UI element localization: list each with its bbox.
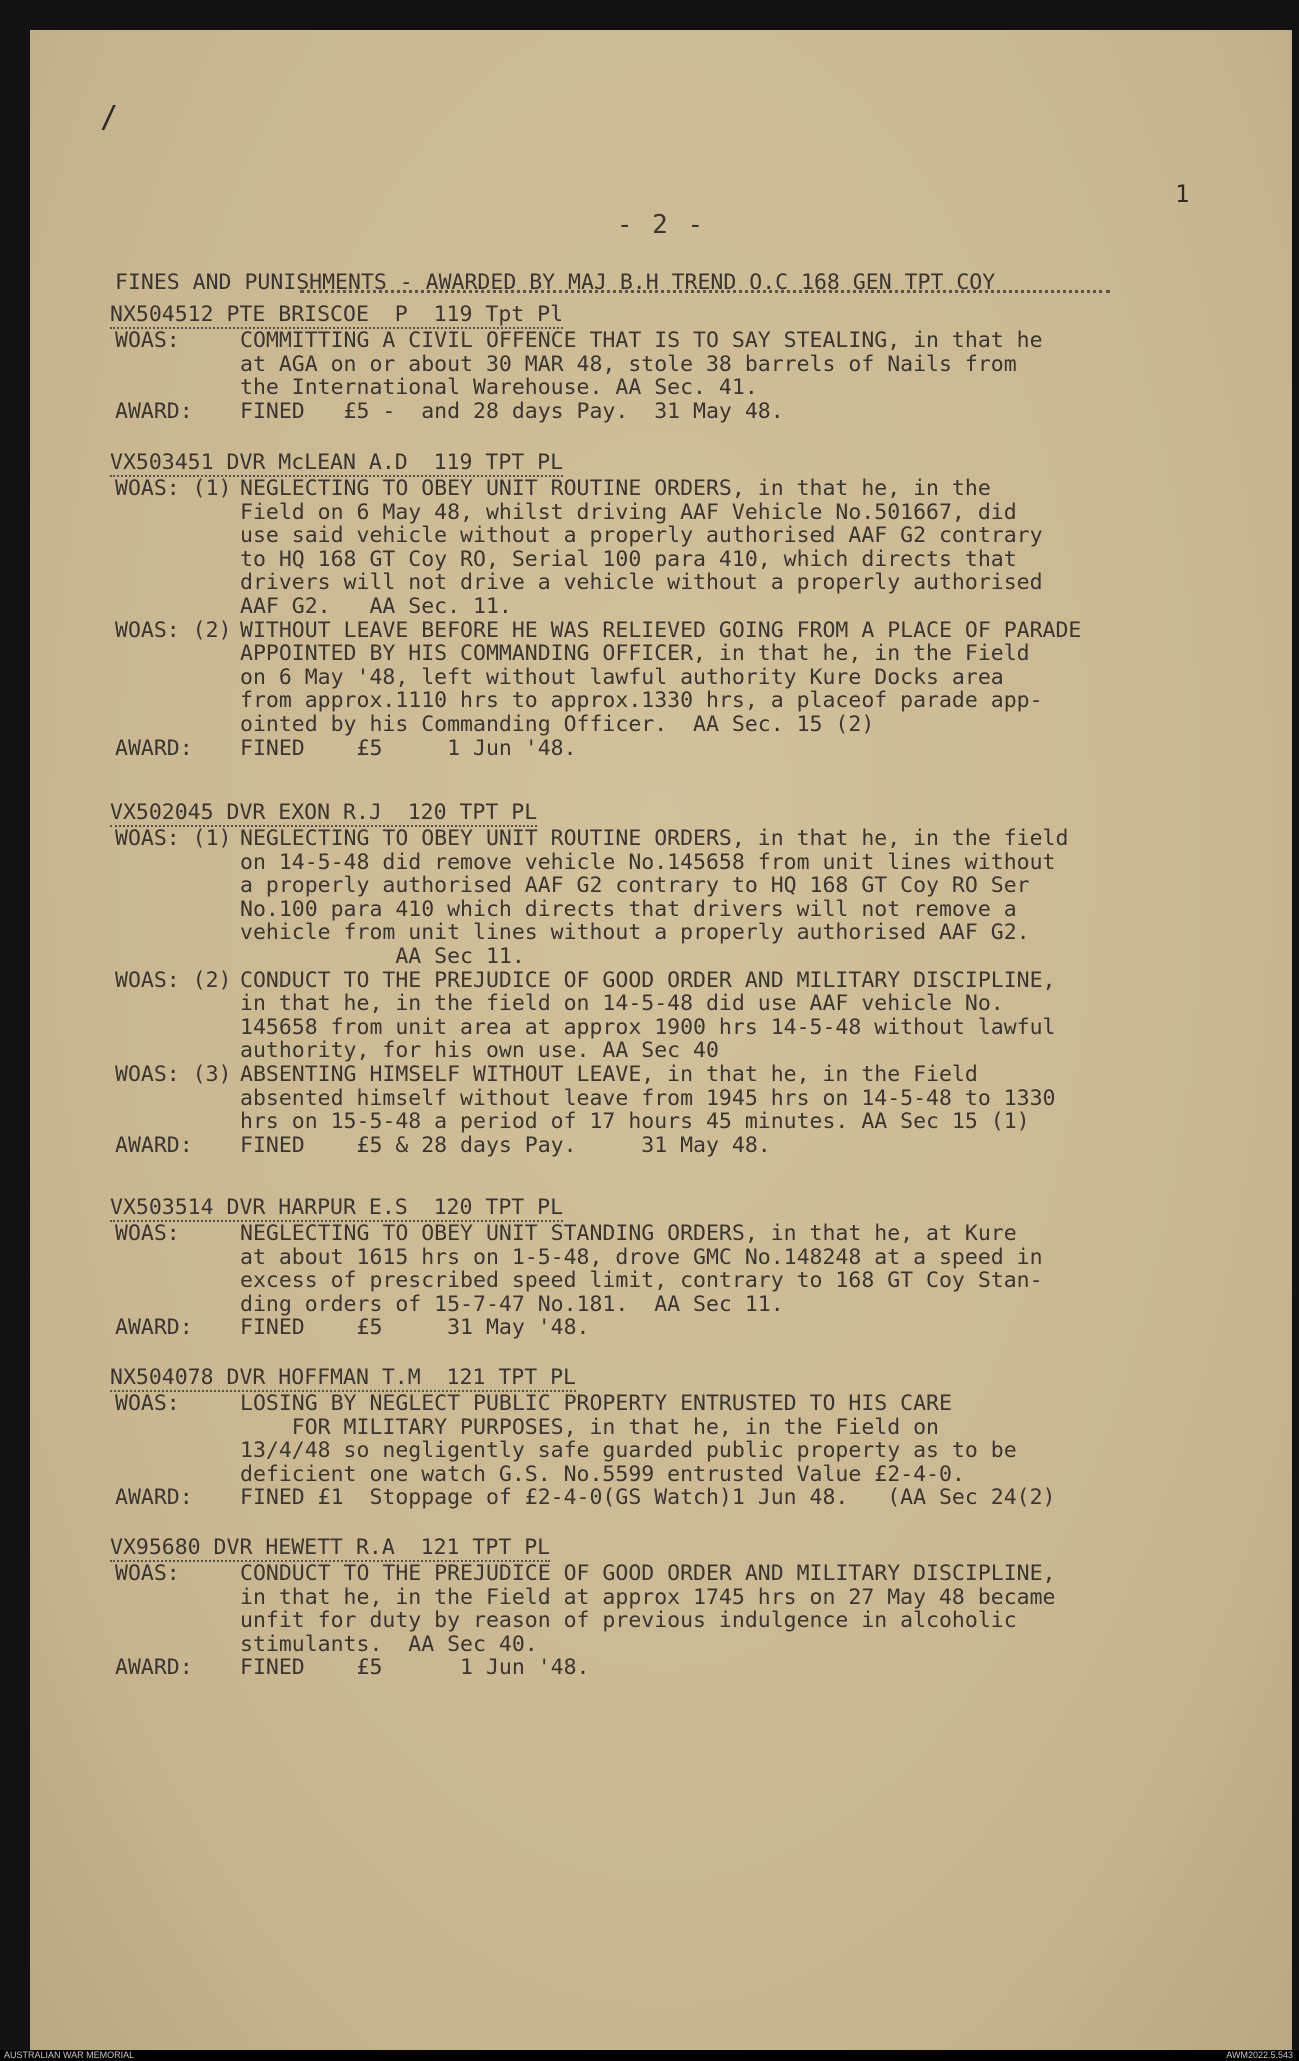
entry-line-label: AWARD: (115, 1132, 193, 1158)
entry-line-text: LOSING BY NEGLECT PUBLIC PROPERTY ENTRUSTED TO HIS CARE (240, 1391, 952, 1416)
entry-line-text: unfit for duty by reason of previous indulgence in alcoholic (240, 1608, 1017, 1634)
entry-line-label: WOAS: (115, 1391, 180, 1416)
entry-line (115, 875, 1030, 897)
entry-line (115, 1223, 1017, 1245)
entry-line-text: deficient one watch G.S. No.5599 entrusted Value £2-4-0. (240, 1461, 965, 1487)
entry-line (115, 1657, 590, 1679)
entry-line-text: 13/4/48 so negligently safe guarded public property as to be (240, 1438, 1017, 1464)
entry-line-label: WOAS: (1) (115, 826, 232, 851)
entry-line-label: AWARD: (115, 1315, 193, 1341)
entry-line (115, 1040, 719, 1062)
entry-line (115, 1014, 1056, 1040)
entry-line (115, 596, 512, 618)
entry-line-text: FINED £5 - and 28 days Pay. 31 May 48. (240, 398, 784, 424)
entry-line (115, 690, 1043, 712)
entry-header (110, 1535, 550, 1560)
entry-line (115, 398, 784, 424)
entry-line-text: CONDUCT TO THE PREJUDICE OF GOOD ORDER AND MILITARY DISCIPLINE, (240, 1561, 1056, 1586)
entry-line-text: absented himself without leave from 1945 hrs on 14-5-48 to 1330 (240, 1085, 1056, 1111)
entry-line (115, 1487, 1055, 1509)
entry-line (115, 828, 1068, 850)
entry-line-text: FINED £5 31 May '48. (240, 1315, 590, 1341)
entry-header-text: NX504512 PTE BRISCOE P 119 Tpt Pl (110, 302, 564, 327)
entry-line-text: FOR MILITARY PURPOSES, in that he, in the Field on (240, 1414, 939, 1440)
entry-line-text: NEGLECTING TO OBEY UNIT STANDING ORDERS, in that he, at Kure (240, 1221, 1017, 1246)
entry-line (115, 572, 1043, 594)
document-heading: FINES AND PUNISHMENTS - AWARDED BY MAJ B.H TREND O.C 168 GEN TPT COY (115, 270, 996, 295)
entry-line-text: at AGA on or about 30 MAR 48, stole 38 barrels of Nails from (240, 351, 1017, 377)
entry-line (115, 922, 1030, 944)
entry-line-label: AWARD: (115, 398, 193, 424)
entry-line-label: AWARD: (115, 1485, 193, 1511)
entry-line-label: WOAS: (2) (115, 967, 232, 993)
entry-line (115, 525, 1043, 547)
entry-line (115, 1317, 590, 1339)
entry-line-label: WOAS: (115, 328, 180, 353)
entry-line-text: excess of prescribed speed limit, contrary to 168 GT Coy Stan- (240, 1268, 1043, 1294)
entry-line (115, 946, 525, 968)
entry-line-label: WOAS: (1) (115, 476, 232, 501)
entry-line (115, 993, 1004, 1015)
entry-header-text: NX504078 DVR HOFFMAN T.M 121 TPT PL (110, 1365, 576, 1390)
entry-line-text: at about 1615 hrs on 1-5-48, drove GMC No.148248 at a speed in (240, 1244, 1043, 1270)
entry-line-text: FINED £5 1 Jun '48. (240, 735, 577, 761)
entry-line (115, 735, 577, 761)
entry-line (115, 1440, 1017, 1462)
entry-line-text: on 14-5-48 did remove vehicle No.145658 from unit lines without (240, 849, 1056, 875)
entry-header (110, 302, 563, 327)
entry-line-label: WOAS: (3) (115, 1062, 232, 1087)
entry-header (110, 1195, 563, 1220)
entry-line-text: from approx.1110 hrs to approx.1330 hrs, a placeof parade app- (240, 688, 1043, 714)
entry-line (115, 1584, 1056, 1610)
entry-line (115, 1085, 1056, 1111)
entry-line-text: COMMITTING A CIVIL OFFENCE THAT IS TO SAY STEALING, in that he (240, 328, 1043, 353)
entry-line-text: stimulants. AA Sec 40. (240, 1631, 538, 1657)
page-number: - 2 - (616, 210, 706, 240)
entry-line-text: ointed by his Commanding Officer. AA Sec. 15 (2) (240, 712, 875, 737)
entry-line (115, 643, 1030, 665)
entry-line (115, 377, 758, 399)
entry-line (115, 1270, 1043, 1292)
entry-line-label: WOAS: (115, 1561, 180, 1586)
entry-line (115, 849, 1056, 875)
margin-mark-left: / (100, 100, 119, 135)
entry-header-text: VX502045 DVR EXON R.J 120 TPT PL (110, 800, 538, 825)
entry-line-label: WOAS: (2) (115, 617, 232, 643)
entry-line-text: on 6 May '48, left without lawful authority Kure Docks area (240, 664, 1004, 690)
entry-line-text: 145658 from unit area at approx 1900 hrs 14-5-48 without lawful (240, 1014, 1056, 1040)
entry-line-text: AAF G2. AA Sec. 11. (240, 594, 512, 619)
entry-line (115, 478, 991, 500)
entry-line-text: AA Sec 11. (240, 944, 525, 969)
entry-line-text: NEGLECTING TO OBEY UNIT ROUTINE ORDERS, in that he, in the field (240, 826, 1069, 851)
entry-line-text: FINED £1 Stoppage of £2-4-0(GS Watch)1 Jun 48. (AA Sec 24(2) (240, 1485, 1056, 1511)
entry-line (115, 1064, 978, 1086)
entry-line (115, 1461, 965, 1487)
entry-line (115, 1563, 1055, 1585)
entry-line-text: authority, for his own use. AA Sec 40 (240, 1038, 719, 1064)
entry-header (110, 450, 563, 475)
document-page (30, 30, 1292, 2050)
entry-line (115, 330, 1043, 352)
entry-line (115, 1291, 784, 1317)
entry-line-text: in that he, in the field on 14-5-48 did use AAF vehicle No. (240, 991, 1004, 1017)
entry-line-text: drivers will not drive a vehicle without a properly authorised (240, 570, 1043, 596)
entry-line-text: vehicle from unit lines without a properly authorised AAF G2. (240, 920, 1030, 946)
footer-institution: AUSTRALIAN WAR MEMORIAL (4, 2050, 135, 2060)
entry-line (115, 351, 1017, 377)
entry-line-label: AWARD: (115, 735, 193, 761)
entry-line-label: AWARD: (115, 1655, 193, 1681)
entry-header (110, 800, 537, 825)
entry-line-text: use said vehicle without a properly authorised AAF G2 contrary (240, 523, 1043, 549)
entry-line (115, 1631, 538, 1657)
entry-line (115, 1414, 939, 1440)
entry-line-text: ABSENTING HIMSELF WITHOUT LEAVE, in that he, in the Field (240, 1062, 978, 1087)
entry-line-label: WOAS: (115, 1221, 180, 1246)
entry-line (115, 714, 874, 736)
entry-line-text: Field on 6 May 48, whilst driving AAF Vehicle No.501667, did (240, 499, 1017, 525)
entry-line-text: hrs on 15-5-48 a period of 17 hours 45 minutes. AA Sec 15 (1) (240, 1109, 1030, 1135)
entry-line-text: a properly authorised AAF G2 contrary to HQ 168 GT Coy RO Ser (240, 873, 1030, 899)
entry-line-text: the International Warehouse. AA Sec. 41. (240, 375, 758, 401)
entry-line-text: FINED £5 1 Jun '48. (240, 1655, 590, 1681)
entry-line-text: NEGLECTING TO OBEY UNIT ROUTINE ORDERS, in that he, in the (240, 476, 991, 501)
entry-header (110, 1365, 576, 1390)
entry-line (115, 499, 1017, 525)
entry-line (115, 664, 1004, 690)
entry-line-text: WITHOUT LEAVE BEFORE HE WAS RELIEVED GOING FROM A PLACE OF PARADE (240, 617, 1082, 643)
entry-header-text: VX95680 DVR HEWETT R.A 121 TPT PL (110, 1535, 551, 1560)
entry-line (115, 1132, 771, 1158)
entry-line (115, 546, 1017, 572)
entry-header-text: VX503514 DVR HARPUR E.S 120 TPT PL (110, 1195, 564, 1220)
entry-line (115, 1244, 1043, 1270)
entry-line (115, 617, 1082, 643)
entry-line-text: CONDUCT TO THE PREJUDICE OF GOOD ORDER AND MILITARY DISCIPLINE, (240, 967, 1056, 993)
footer-reference: AWM2022.5.543 (1226, 2050, 1293, 2060)
entry-line-text: No.100 para 410 which directs that drivers will not remove a (240, 896, 1017, 922)
entry-line (115, 896, 1017, 922)
entry-line-text: to HQ 168 GT Coy RO, Serial 100 para 410, which directs that (240, 546, 1017, 572)
margin-mark-right: 1 (1175, 180, 1190, 208)
entry-line-text: ding orders of 15-7-47 No.181. AA Sec 11. (240, 1291, 784, 1317)
heading-dotted-rule (300, 290, 1110, 297)
entry-line-text: in that he, in the Field at approx 1745 hrs on 27 May 48 became (240, 1584, 1056, 1610)
entry-line (115, 967, 1056, 993)
entry-line (115, 1393, 952, 1415)
entry-line-text: FINED £5 & 28 days Pay. 31 May 48. (240, 1132, 771, 1158)
archive-footer (0, 2050, 1299, 2061)
entry-header-text: VX503451 DVR McLEAN A.D 119 TPT PL (110, 450, 564, 475)
entry-line (115, 1111, 1030, 1133)
entry-line-text: APPOINTED BY HIS COMMANDING OFFICER, in that he, in the Field (240, 641, 1030, 667)
entry-line (115, 1610, 1017, 1632)
